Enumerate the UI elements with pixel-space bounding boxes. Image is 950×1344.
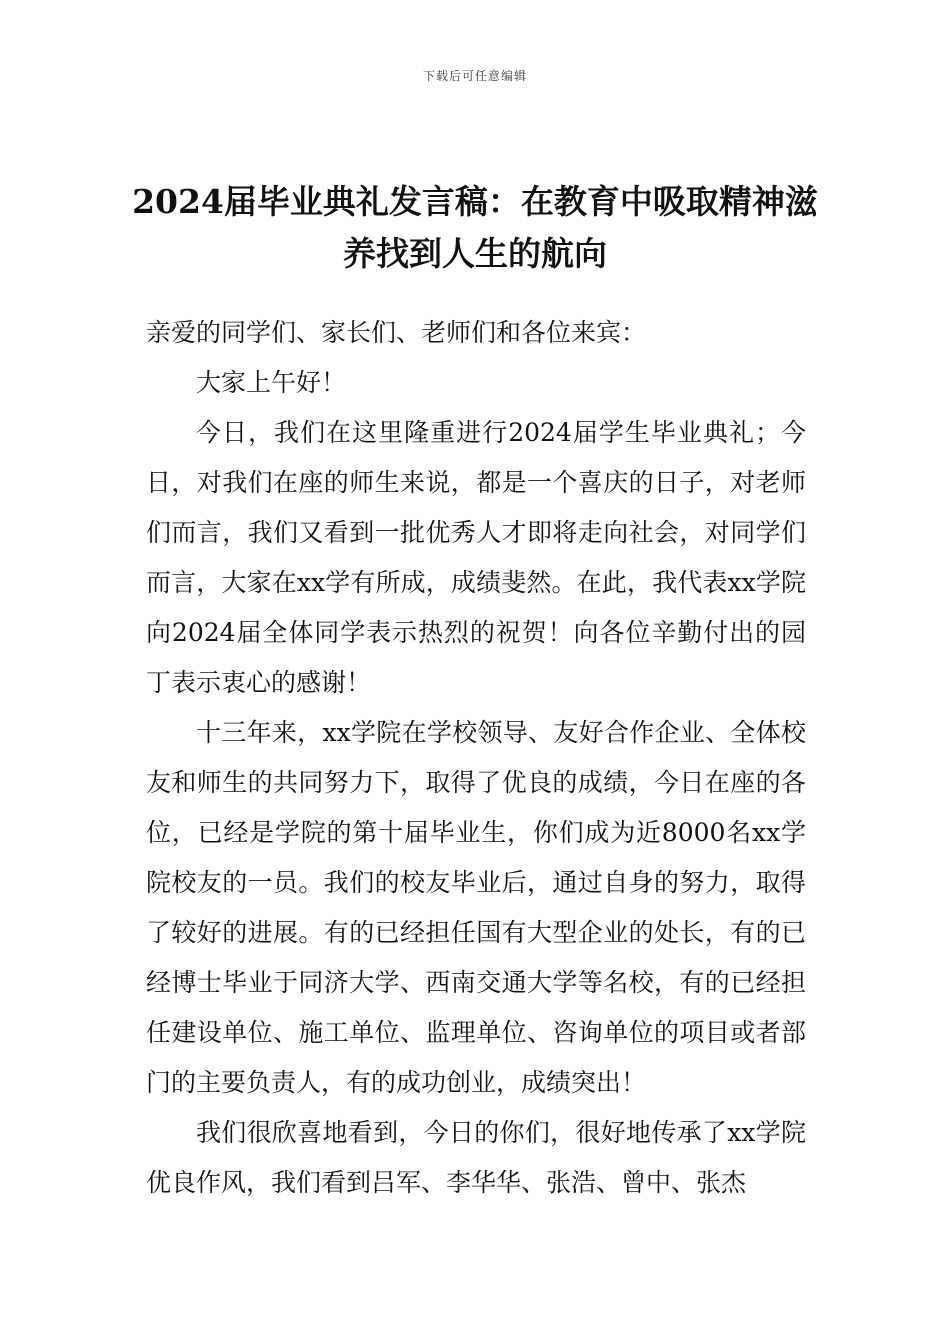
document-body [146,308,806,1208]
paragraph-greeting: 大家上午好！ [196,368,347,397]
salutation: 亲爱的同学们、家长们、老师们和各位来宾： [146,318,647,347]
header-note: 下载后可任意编辑 [422,69,527,83]
paragraph-students: 我们很欣喜地看到，今日的你们，很好地传承了xx学院优良作风，我们看到吕军、李华华、张浩、曾中、张杰 [146,1118,806,1197]
paragraph-history: 十三年来，xx学院在学校领导、友好合作企业、全体校友和师生的共同努力下，取得了优良的成绩，今日在座的各位，已经是学院的第十届毕业生，你们成为近8000名xx学院校友的一员。我们的校友毕业后，通过自身的努力，取得了较好的进展。有的已经担任国有大型企业的处长，有的已经博士毕业于同济大学、西南交通大学等名校，有的已经担任建设单位、施工单位、监理单位、咨询单位的项目或者部门的主要负责人，有的成功创业，成绩突出！ [146,718,806,1097]
paragraph-ceremony: 今日，我们在这里隆重进行2024届学生毕业典礼；今日，对我们在座的师生来说，都是一个喜庆的日子，对老师们而言，我们又看到一批优秀人才即将走向社会，对同学们而言，大家在xx学有所成，成绩斐然。在此，我代表xx学院向2024届全体同学表示热烈的祝贺！向各位辛勤付出的园丁表示衷心的感谢！ [146,418,806,697]
document-title: 2024届毕业典礼发言稿：在教育中吸取精神滋养找到人生的航向 [132,182,818,273]
